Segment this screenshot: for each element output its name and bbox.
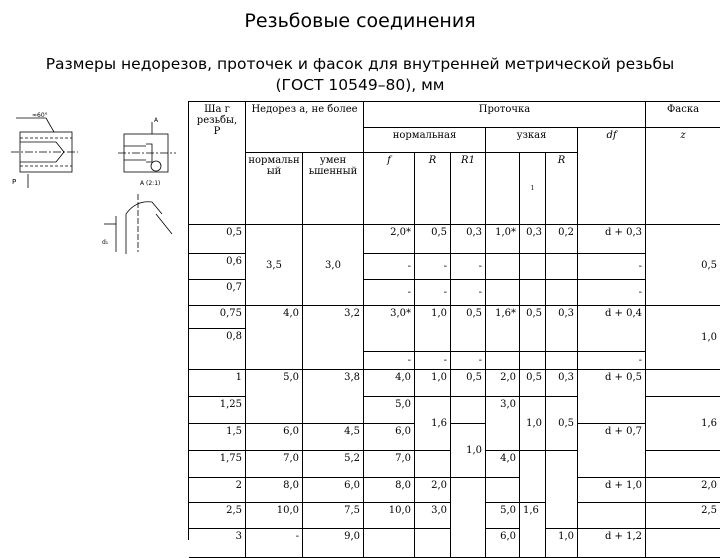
- table-cell: 2,0: [486, 370, 520, 397]
- header-z: z: [646, 128, 720, 225]
- header-reduced-undercut: умен ьшенный: [303, 153, 364, 225]
- table-cell: [486, 352, 520, 370]
- table-cell: 1,25: [189, 397, 246, 424]
- table-cell: 0,5: [520, 306, 546, 352]
- table-cell: [520, 280, 546, 306]
- table-cell: 5,0: [364, 397, 415, 424]
- diameter-label: d₁: [102, 239, 109, 246]
- table-cell: d + 0,7: [578, 424, 646, 478]
- table-cell: [578, 503, 646, 529]
- table-cell: 5,2: [303, 451, 364, 478]
- table-cell: 3,8: [303, 370, 364, 424]
- table-cell: 2,0: [646, 478, 720, 503]
- table-cell: 2,0*: [364, 225, 415, 254]
- table-cell: 10,0: [364, 503, 415, 529]
- table-cell: [451, 397, 486, 424]
- table-cell: -: [415, 280, 451, 306]
- table-cell: 0,3: [520, 225, 546, 254]
- table-cell: -: [364, 352, 415, 370]
- header-pitch: Ша г резьбы, P: [189, 102, 246, 225]
- table-cell: 4,0: [246, 306, 303, 370]
- header-narrow-groove: узкая: [486, 128, 578, 153]
- thread-hole-section-drawing: [11, 118, 78, 188]
- table-cell: 0,2: [546, 225, 578, 254]
- header-narrow-f: [486, 153, 520, 225]
- table-cell: 1,0: [646, 306, 720, 370]
- header-R: R: [415, 153, 451, 225]
- table-cell: -: [364, 254, 415, 280]
- table-cell: 1,75: [189, 451, 246, 478]
- table-cell: d + 1,0: [578, 478, 646, 503]
- table-cell: [364, 529, 415, 558]
- table-cell: [546, 451, 578, 529]
- table-cell: [646, 451, 720, 478]
- table-cell: 3,0: [303, 225, 364, 306]
- table-cell: 1,6: [415, 397, 451, 451]
- table-cell: 1,0: [415, 306, 451, 352]
- table-cell: [546, 254, 578, 280]
- table-cell: -: [415, 352, 451, 370]
- table-cell: 1,6: [646, 397, 720, 451]
- header-groove: Проточка: [364, 102, 646, 128]
- table-cell: [646, 529, 720, 558]
- table-cell: 6,0: [486, 529, 520, 558]
- header-df: df: [578, 128, 646, 225]
- table-cell: d + 1,2: [578, 529, 646, 558]
- table-cell: 8,0: [246, 478, 303, 503]
- table-cell: -: [578, 352, 646, 370]
- table-cell: 3,5: [246, 225, 303, 306]
- table-cell: d + 0,3: [578, 225, 646, 254]
- table-cell: 0,75: [189, 306, 246, 329]
- table-cell: [415, 451, 451, 478]
- table-cell: 3,0: [486, 397, 520, 451]
- table-cell: [486, 280, 520, 306]
- table-cell: 2,0: [415, 478, 451, 503]
- table-cell: -: [364, 280, 415, 306]
- view-label-a: A: [154, 117, 159, 124]
- header-narrow-sub: 1: [520, 153, 546, 225]
- thread-drawings: [6, 104, 184, 264]
- table-cell: 9,0: [303, 529, 364, 558]
- header-chamfer: Фаска: [646, 102, 720, 128]
- table-cell: d + 0,5: [578, 370, 646, 424]
- table-cell: 1,0: [546, 529, 578, 558]
- table-cell: -: [415, 254, 451, 280]
- header-narrow-R: R: [546, 153, 578, 225]
- table-cell: -: [578, 280, 646, 306]
- table-cell: 0,8: [189, 329, 246, 370]
- table-cell: [451, 478, 486, 558]
- table-cell: 3: [189, 529, 246, 558]
- table-cell: 5,0: [246, 370, 303, 424]
- table-cell: 0,3: [451, 225, 486, 254]
- table-cell: 0,5: [451, 306, 486, 352]
- table-cell: 4,5: [303, 424, 364, 451]
- table-cell: 5,0: [486, 503, 520, 529]
- table-cell: 0,3: [546, 370, 578, 397]
- table-cell: 0,3: [546, 306, 578, 352]
- table-cell: 4,0: [364, 370, 415, 397]
- table-cell: 0,5: [451, 370, 486, 397]
- header-undercut: Недорез a, не более: [246, 102, 364, 153]
- table-cell: 0,5: [415, 225, 451, 254]
- header-normal-groove: нормальная: [364, 128, 486, 153]
- table-cell: 1,0: [415, 370, 451, 397]
- table-cell: 2: [189, 478, 246, 503]
- table-cell: [415, 529, 451, 558]
- table-cell: [520, 451, 546, 503]
- table-cell: [546, 280, 578, 306]
- table-cell: -: [451, 352, 486, 370]
- angle-label: ≈60°: [32, 112, 48, 119]
- table-cell: 1,0: [451, 424, 486, 478]
- table-cell: 10,0: [246, 503, 303, 529]
- table-cell: -: [451, 254, 486, 280]
- table-cell: [486, 478, 520, 503]
- table-cell: 6,0: [364, 424, 415, 451]
- page-subtitle: [40, 54, 680, 96]
- table-cell: 0,5: [646, 225, 720, 306]
- table-cell: 2,5: [189, 503, 246, 529]
- view-label-a-scale: A (2:1): [140, 180, 161, 187]
- table-cell: [520, 352, 546, 370]
- table-cell: 0,5: [189, 225, 246, 254]
- table-cell: 7,5: [303, 503, 364, 529]
- pitch-label: P: [12, 178, 17, 186]
- header-f: f: [364, 153, 415, 225]
- table-cell: [546, 352, 578, 370]
- table-cell: 0,5: [520, 370, 546, 397]
- table-cell: [520, 254, 546, 280]
- table-cell: 3,0: [415, 503, 451, 529]
- table-cell: 4,0: [486, 451, 520, 478]
- table-cell: 1,6: [520, 503, 546, 558]
- table-cell: 8,0: [364, 478, 415, 503]
- table-cell: 6,0: [303, 478, 364, 503]
- table-cell: 0,7: [189, 280, 246, 306]
- table-cell: 3,0*: [364, 306, 415, 352]
- thread-dimensions-table: [188, 101, 720, 540]
- header-normal-undercut: нормальн ый: [246, 153, 303, 225]
- header-R1: R1: [451, 153, 486, 225]
- table-cell: 1,6*: [486, 306, 520, 352]
- subtitle-line-1: Размеры недорезов, проточек и фасок для внутренней метрической резьбы: [45, 55, 675, 73]
- table-cell: 6,0: [246, 424, 303, 451]
- table-cell: 0,5: [546, 397, 578, 451]
- table-cell: d + 0,4: [578, 306, 646, 352]
- table-cell: [646, 370, 720, 397]
- page-title: Резьбовые соединения: [244, 10, 476, 32]
- table-cell: 2,5: [646, 503, 720, 529]
- table-cell: 7,0: [246, 451, 303, 478]
- groove-section-drawing: [118, 122, 176, 172]
- subtitle-line-2: (ГОСТ 10549–80), мм: [275, 76, 445, 94]
- table-cell: 7,0: [364, 451, 415, 478]
- table-cell: 1,5: [189, 424, 246, 451]
- table-cell: 1: [189, 370, 246, 397]
- table-cell: 3,2: [303, 306, 364, 370]
- table-cell: -: [451, 280, 486, 306]
- groove-detail-drawing: [104, 194, 172, 254]
- table-cell: -: [578, 254, 646, 280]
- table-cell: 1,0: [520, 397, 546, 451]
- table-cell: [486, 254, 520, 280]
- table-cell: -: [246, 529, 303, 558]
- table-cell: 0,6: [189, 254, 246, 280]
- table-cell: 1,0*: [486, 225, 520, 254]
